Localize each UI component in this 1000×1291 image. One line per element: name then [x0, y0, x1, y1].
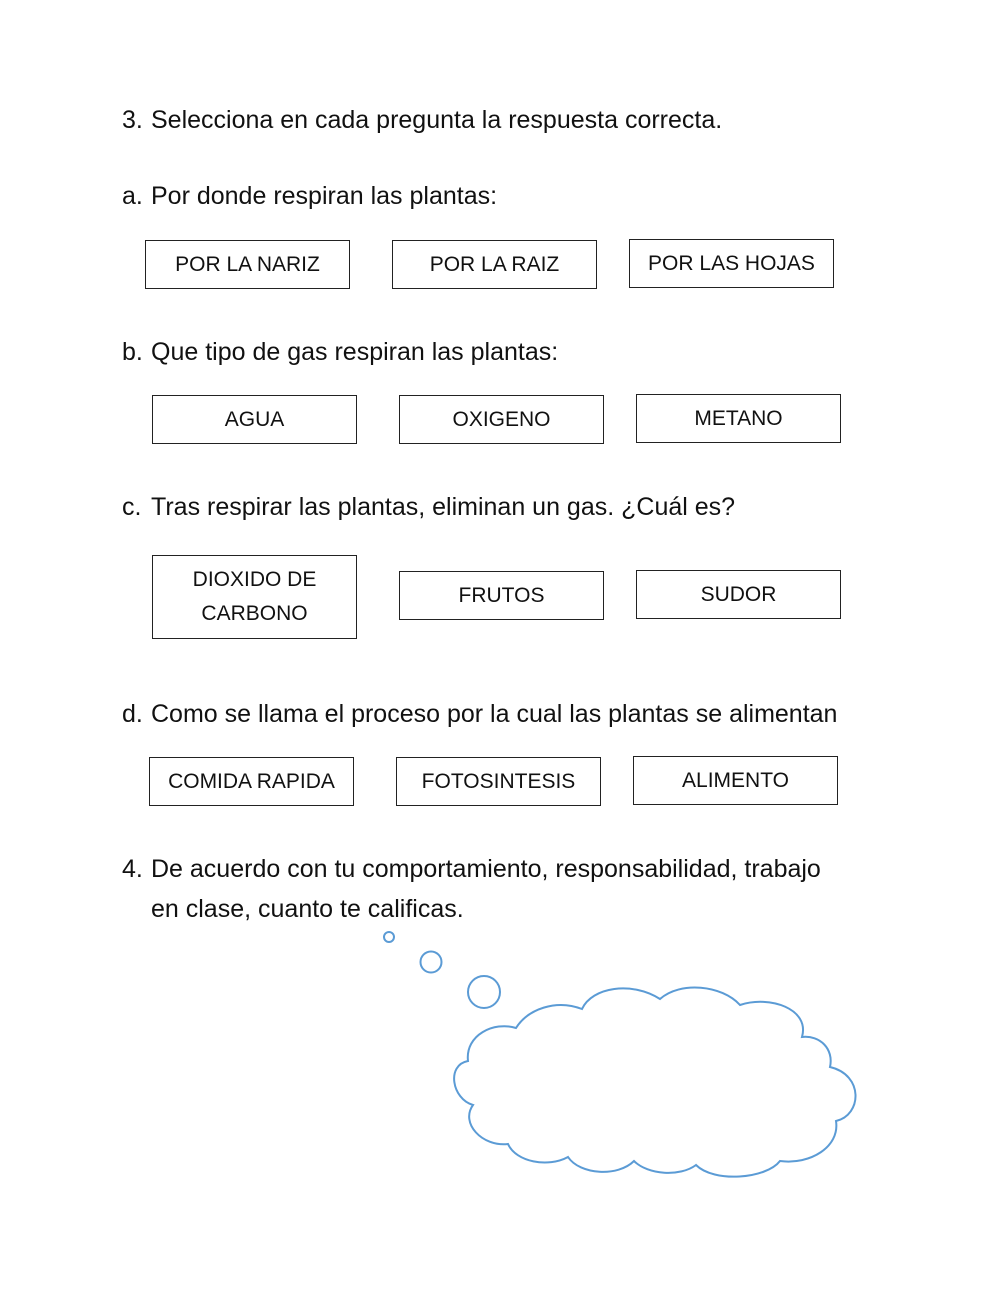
self-evaluation-number: 4. [122, 855, 143, 883]
question-d-text: Como se llama el proceso por la cual las plantas se alimentan [151, 700, 838, 728]
thought-bubble-large [468, 976, 500, 1008]
answer-option-fotosintesis[interactable] [396, 757, 601, 806]
answer-option-frutos[interactable] [399, 571, 604, 620]
answer-option-label: ALIMENTO [682, 768, 789, 792]
answer-option-label: METANO [694, 406, 783, 430]
instruction-heading [122, 100, 722, 140]
question-c [122, 487, 735, 527]
answer-option-label: OXIGENO [452, 407, 551, 431]
answer-option-metano[interactable] [636, 394, 841, 443]
answer-option-label: POR LA RAIZ [429, 252, 560, 276]
answer-option-por-las-hojas[interactable] [629, 239, 834, 288]
question-d [122, 694, 837, 734]
thought-bubble-small [384, 932, 394, 942]
thought-cloud-answer-area[interactable] [370, 925, 870, 1195]
question-b-text: Que tipo de gas respiran las plantas: [151, 338, 559, 366]
answer-option-label-line1: DIOXIDO DE [192, 568, 317, 591]
answer-option-alimento[interactable] [633, 756, 838, 805]
thought-bubble-medium [421, 952, 442, 973]
answer-option-por-la-raiz[interactable] [392, 240, 597, 289]
cloud-outline [454, 988, 855, 1177]
question-c-text: Tras respirar las plantas, eliminan un gas. ¿Cuál es? [151, 493, 736, 521]
question-a [122, 176, 497, 216]
answer-option-sudor[interactable] [636, 570, 841, 619]
answer-option-label: POR LAS HOJAS [648, 251, 815, 275]
question-c-letter: c. [122, 493, 142, 521]
answer-option-label: SUDOR [700, 582, 777, 606]
answer-option-label: AGUA [224, 407, 285, 431]
answer-option-agua[interactable] [152, 395, 357, 444]
instruction-number: 3. [122, 106, 143, 134]
answer-option-oxigeno[interactable] [399, 395, 604, 444]
question-b [122, 332, 558, 372]
self-evaluation-line2: en clase, cuanto te calificas. [151, 895, 464, 923]
question-b-letter: b. [122, 338, 143, 366]
answer-option-label: FOTOSINTESIS [421, 769, 576, 793]
question-a-letter: a. [122, 182, 143, 210]
answer-option-label: POR LA NARIZ [175, 252, 320, 276]
answer-option-label: COMIDA RAPIDA [168, 769, 335, 793]
answer-option-label: FRUTOS [458, 583, 545, 607]
answer-option-label-line2: CARBONO [201, 602, 308, 625]
question-d-letter: d. [122, 700, 143, 728]
answer-option-por-la-nariz[interactable] [145, 240, 350, 289]
self-evaluation-question [122, 849, 821, 889]
self-evaluation-line1: De acuerdo con tu comportamiento, responsabilidad, trabajo [151, 855, 821, 883]
answer-option-dioxido-de-carbono[interactable] [152, 555, 357, 639]
instruction-text: Selecciona en cada pregunta la respuesta correcta. [151, 106, 723, 134]
question-a-text: Por donde respiran las plantas: [151, 182, 498, 210]
thought-cloud-icon [384, 932, 856, 1177]
answer-option-comida-rapida[interactable] [149, 757, 354, 806]
